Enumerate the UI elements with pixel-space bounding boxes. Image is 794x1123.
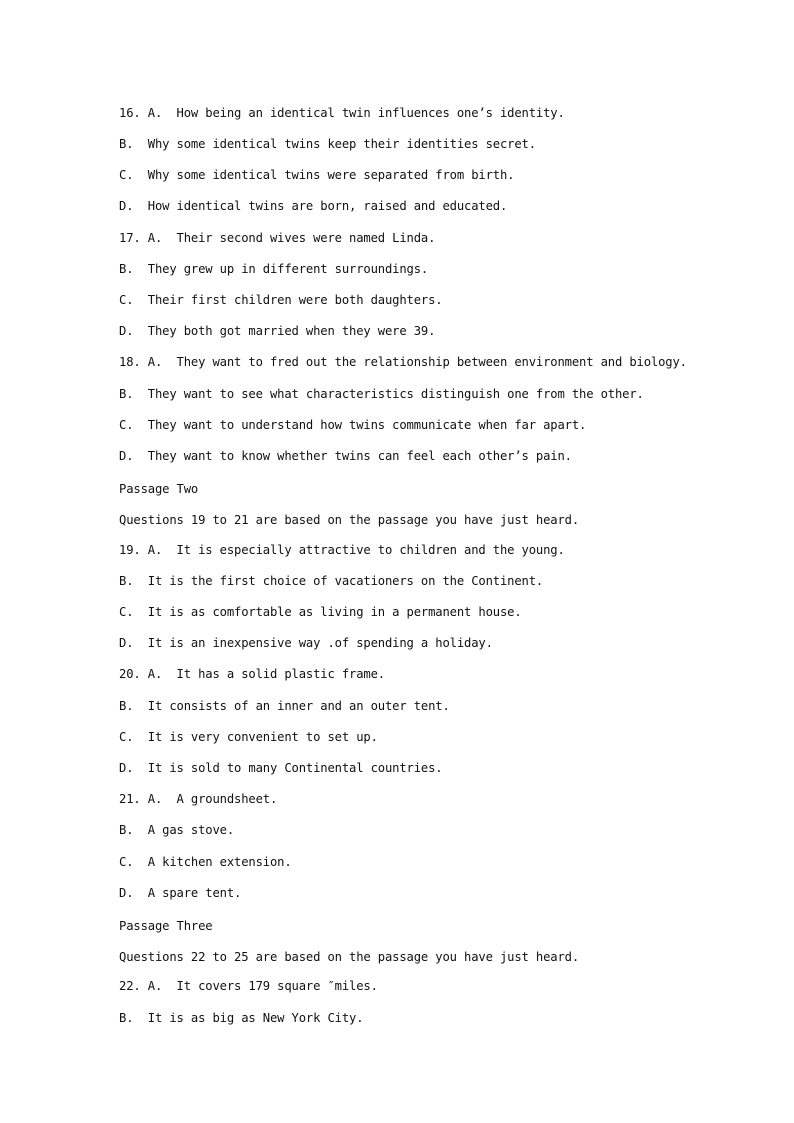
- q21-option-c: C. A kitchen extension.: [119, 855, 292, 869]
- passage-two-heading: Passage Two: [119, 482, 199, 496]
- q18-option-b: B. They want to see what characteristics distinguish one from the other.: [119, 387, 644, 401]
- q22-option-a: 22. A. It covers 179 square ″miles.: [119, 979, 378, 993]
- q17-option-d: D. They both got married when they were 39.: [119, 324, 436, 338]
- q20-option-c: C. It is very convenient to set up.: [119, 730, 378, 744]
- q17-option-b: B. They grew up in different surroundings.: [119, 262, 429, 276]
- passage-three-heading: Passage Three: [119, 919, 213, 933]
- q16-option-b: B. Why some identical twins keep their identities secret.: [119, 137, 536, 151]
- q21-option-a: 21. A. A groundsheet.: [119, 792, 278, 806]
- q18-option-c: C. They want to understand how twins communicate when far apart.: [119, 418, 587, 432]
- passage-two-instruction: Questions 19 to 21 are based on the passage you have just heard.: [119, 513, 579, 527]
- q18-option-d: D. They want to know whether twins can feel each other’s pain.: [119, 449, 572, 463]
- passage-three-instruction: Questions 22 to 25 are based on the passage you have just heard.: [119, 950, 579, 964]
- q19-option-d: D. It is an inexpensive way .of spending a holiday.: [119, 636, 493, 650]
- q21-option-d: D. A spare tent.: [119, 886, 242, 900]
- q17-option-c: C. Their first children were both daughters.: [119, 293, 443, 307]
- q20-option-b: B. It consists of an inner and an outer tent.: [119, 699, 450, 713]
- q19-option-b: B. It is the first choice of vacationers on the Continent.: [119, 574, 544, 588]
- q16-option-c: C. Why some identical twins were separated from birth.: [119, 168, 515, 182]
- q22-option-b: B. It is as big as New York City.: [119, 1011, 364, 1025]
- q20-option-a: 20. A. It has a solid plastic frame.: [119, 667, 385, 681]
- q16-option-d: D. How identical twins are born, raised and educated.: [119, 199, 508, 213]
- q21-option-b: B. A gas stove.: [119, 823, 234, 837]
- q19-option-a: 19. A. It is especially attractive to children and the young.: [119, 543, 565, 557]
- q19-option-c: C. It is as comfortable as living in a permanent house.: [119, 605, 522, 619]
- q20-option-d: D. It is sold to many Continental countries.: [119, 761, 443, 775]
- q16-option-a: 16. A. How being an identical twin influences one’s identity.: [119, 106, 565, 120]
- q18-option-a: 18. A. They want to fred out the relationship between environment and biology.: [119, 355, 687, 369]
- q17-option-a: 17. A. Their second wives were named Linda.: [119, 231, 436, 245]
